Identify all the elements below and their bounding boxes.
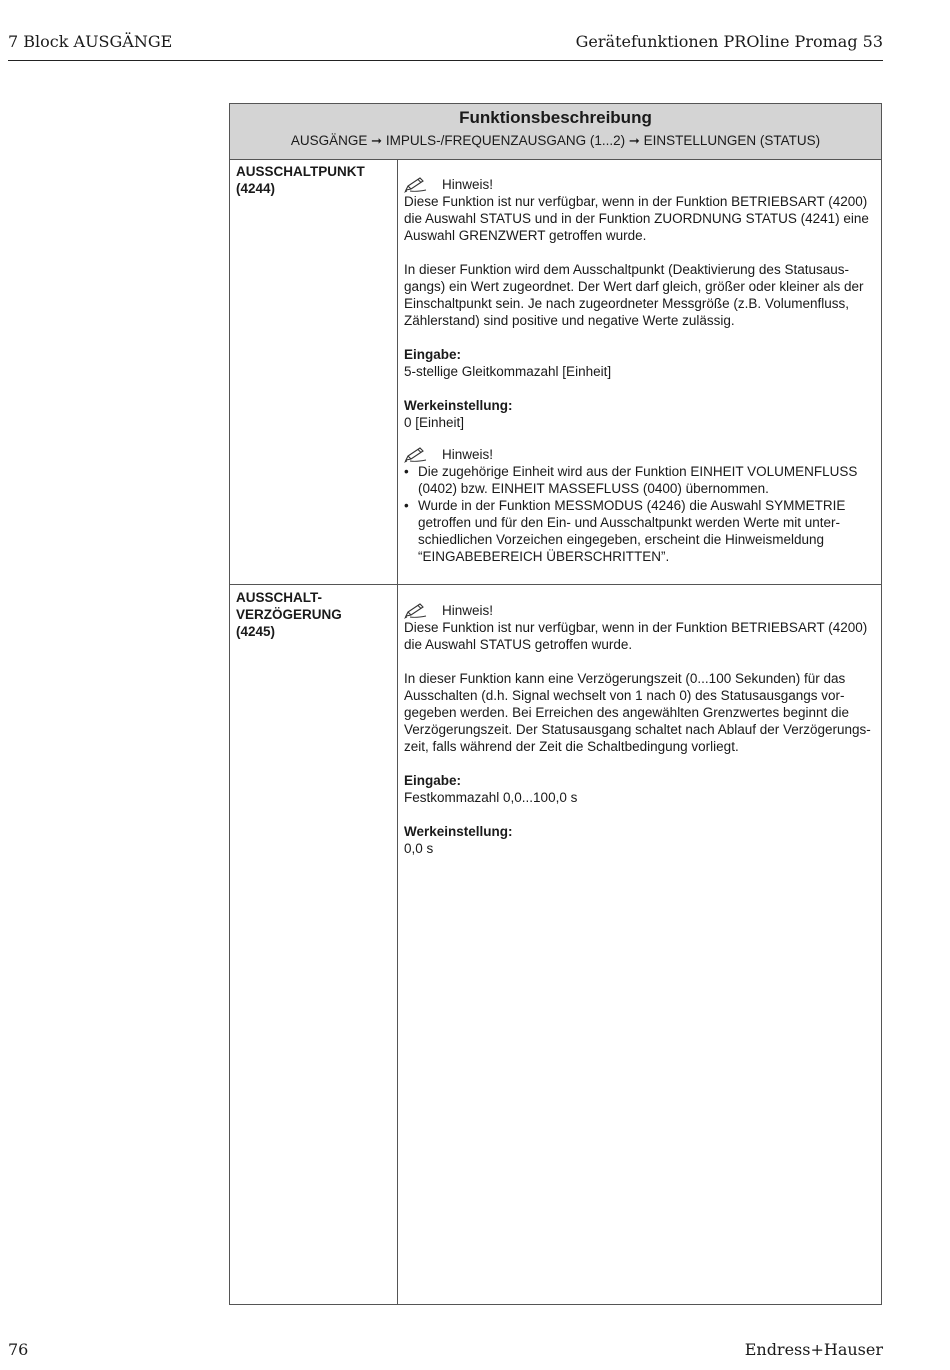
list-item-line: “EINGABEBEREICH ÜBERSCHRITTEN”. <box>418 549 670 564</box>
hint-label: Hinweis! <box>442 603 494 618</box>
arrow-right-icon: ➞ <box>628 133 640 148</box>
function-table <box>229 103 882 1305</box>
list-item-line: schiedlichen Vorzeichen eingegeben, erscheint die Hinweismeldung <box>418 532 825 547</box>
breadcrumb-item: EINSTELLUNGEN (STATUS) <box>643 133 821 148</box>
hint-text-line: die Auswahl STATUS getroffen wurde. <box>404 637 633 652</box>
pencil-icon <box>404 176 428 193</box>
body-text-line: In dieser Funktion wird dem Ausschaltpunkt (Deaktivierung des Statusaus- <box>404 262 849 277</box>
input-value: Festkommazahl 0,0...100,0 s <box>404 790 578 805</box>
hint-heading <box>404 176 880 193</box>
column-divider <box>397 159 398 1304</box>
hint-text-line: Diese Funktion ist nur verfügbar, wenn in der Funktion BETRIEBSART (4200) <box>404 194 868 209</box>
default-value: 0 [Einheit] <box>404 415 465 430</box>
arrow-right-icon: ➞ <box>371 133 383 148</box>
function-name-line: VERZÖGERUNG <box>236 607 342 622</box>
body-text-line: gegeben werden. Bei Erreichen des angewählten Grenzwertes beginnt die <box>404 705 850 720</box>
list-item <box>404 497 880 565</box>
row-divider <box>230 584 881 585</box>
function-name-line: (4245) <box>236 624 276 639</box>
body-text-line: zeit, falls während der Zeit die Schaltbedingung vorliegt. <box>404 739 739 754</box>
hint-text-line: Diese Funktion ist nur verfügbar, wenn in der Funktion BETRIEBSART (4200) <box>404 620 868 635</box>
page-number: 76 <box>8 1340 29 1359</box>
function-name-line: (4244) <box>236 181 276 196</box>
hint-text-line: Auswahl GRENZWERT getroffen wurde. <box>404 228 647 243</box>
hint-bullet-list <box>404 463 880 565</box>
list-item-line: (0402) bzw. EINHEIT MASSEFLUSS (0400) übernommen. <box>418 481 769 496</box>
page-header <box>8 30 883 61</box>
hint-text-line: die Auswahl STATUS und in der Funktion ZUORDNUNG STATUS (4241) eine <box>404 211 869 226</box>
breadcrumb-item: IMPULS-/FREQUENZAUSGANG (1...2) <box>385 133 626 148</box>
body-text-line: Verzögerungszeit. Der Statusausgang schaltet nach Ablauf der Verzögerungs- <box>404 722 871 737</box>
hint-heading <box>404 602 880 619</box>
breadcrumb <box>230 133 881 149</box>
function-name-line: AUSSCHALT- <box>236 590 322 605</box>
list-item <box>404 463 880 497</box>
hint-label: Hinweis! <box>442 177 494 192</box>
body-text-line: Einschaltpunkt sein. Je nach zugeordneter Messgröße (z.B. Volumenfluss, <box>404 296 849 311</box>
hint-heading <box>404 446 880 463</box>
list-item-line: • Die zugehörige Einheit wird aus der Funktion EINHEIT VOLUMENFLUSS <box>418 464 858 479</box>
pencil-icon <box>404 602 428 619</box>
pencil-icon <box>404 446 428 463</box>
brand-logo-text: Endress+Hauser <box>744 1340 883 1359</box>
input-label: Eingabe: <box>404 773 462 788</box>
body-text-line: Zählerstand) sind positive und negative Werte zulässig. <box>404 313 735 328</box>
body-text-line: gangs) ein Wert zugeordnet. Der Wert darf gleich, größer oder kleiner als der <box>404 279 864 294</box>
table-title: Funktionsbeschreibung <box>459 108 652 127</box>
default-label: Werkeinstellung: <box>404 398 513 413</box>
input-label: Eingabe: <box>404 347 462 362</box>
default-label: Werkeinstellung: <box>404 824 513 839</box>
function-name-4244 <box>236 163 386 197</box>
body-text-line: Ausschalten (d.h. Signal wechselt von 1 nach 0) des Statusausgangs vor- <box>404 688 845 703</box>
function-description-4245 <box>404 602 880 857</box>
chapter-title: 7 Block AUSGÄNGE <box>8 32 173 51</box>
body-text-line: In dieser Funktion kann eine Verzögerungszeit (0...100 Sekunden) für das <box>404 671 846 686</box>
table-header <box>230 104 881 160</box>
function-name-4245 <box>236 589 386 640</box>
document-title: Gerätefunktionen PROline Promag 53 <box>575 32 883 51</box>
breadcrumb-item: AUSGÄNGE <box>290 133 368 148</box>
list-item-line: getroffen und für den Ein- und Ausschaltpunkt werden Werte mit unter- <box>418 515 840 530</box>
input-value: 5-stellige Gleitkommazahl [Einheit] <box>404 364 612 379</box>
list-item-line: • Wurde in der Funktion MESSMODUS (4246) die Auswahl SYMMETRIE <box>418 498 846 513</box>
default-value: 0,0 s <box>404 841 434 856</box>
function-name-line: AUSSCHALTPUNKT <box>236 164 365 179</box>
function-description-4244 <box>404 176 880 565</box>
hint-label: Hinweis! <box>442 447 494 462</box>
